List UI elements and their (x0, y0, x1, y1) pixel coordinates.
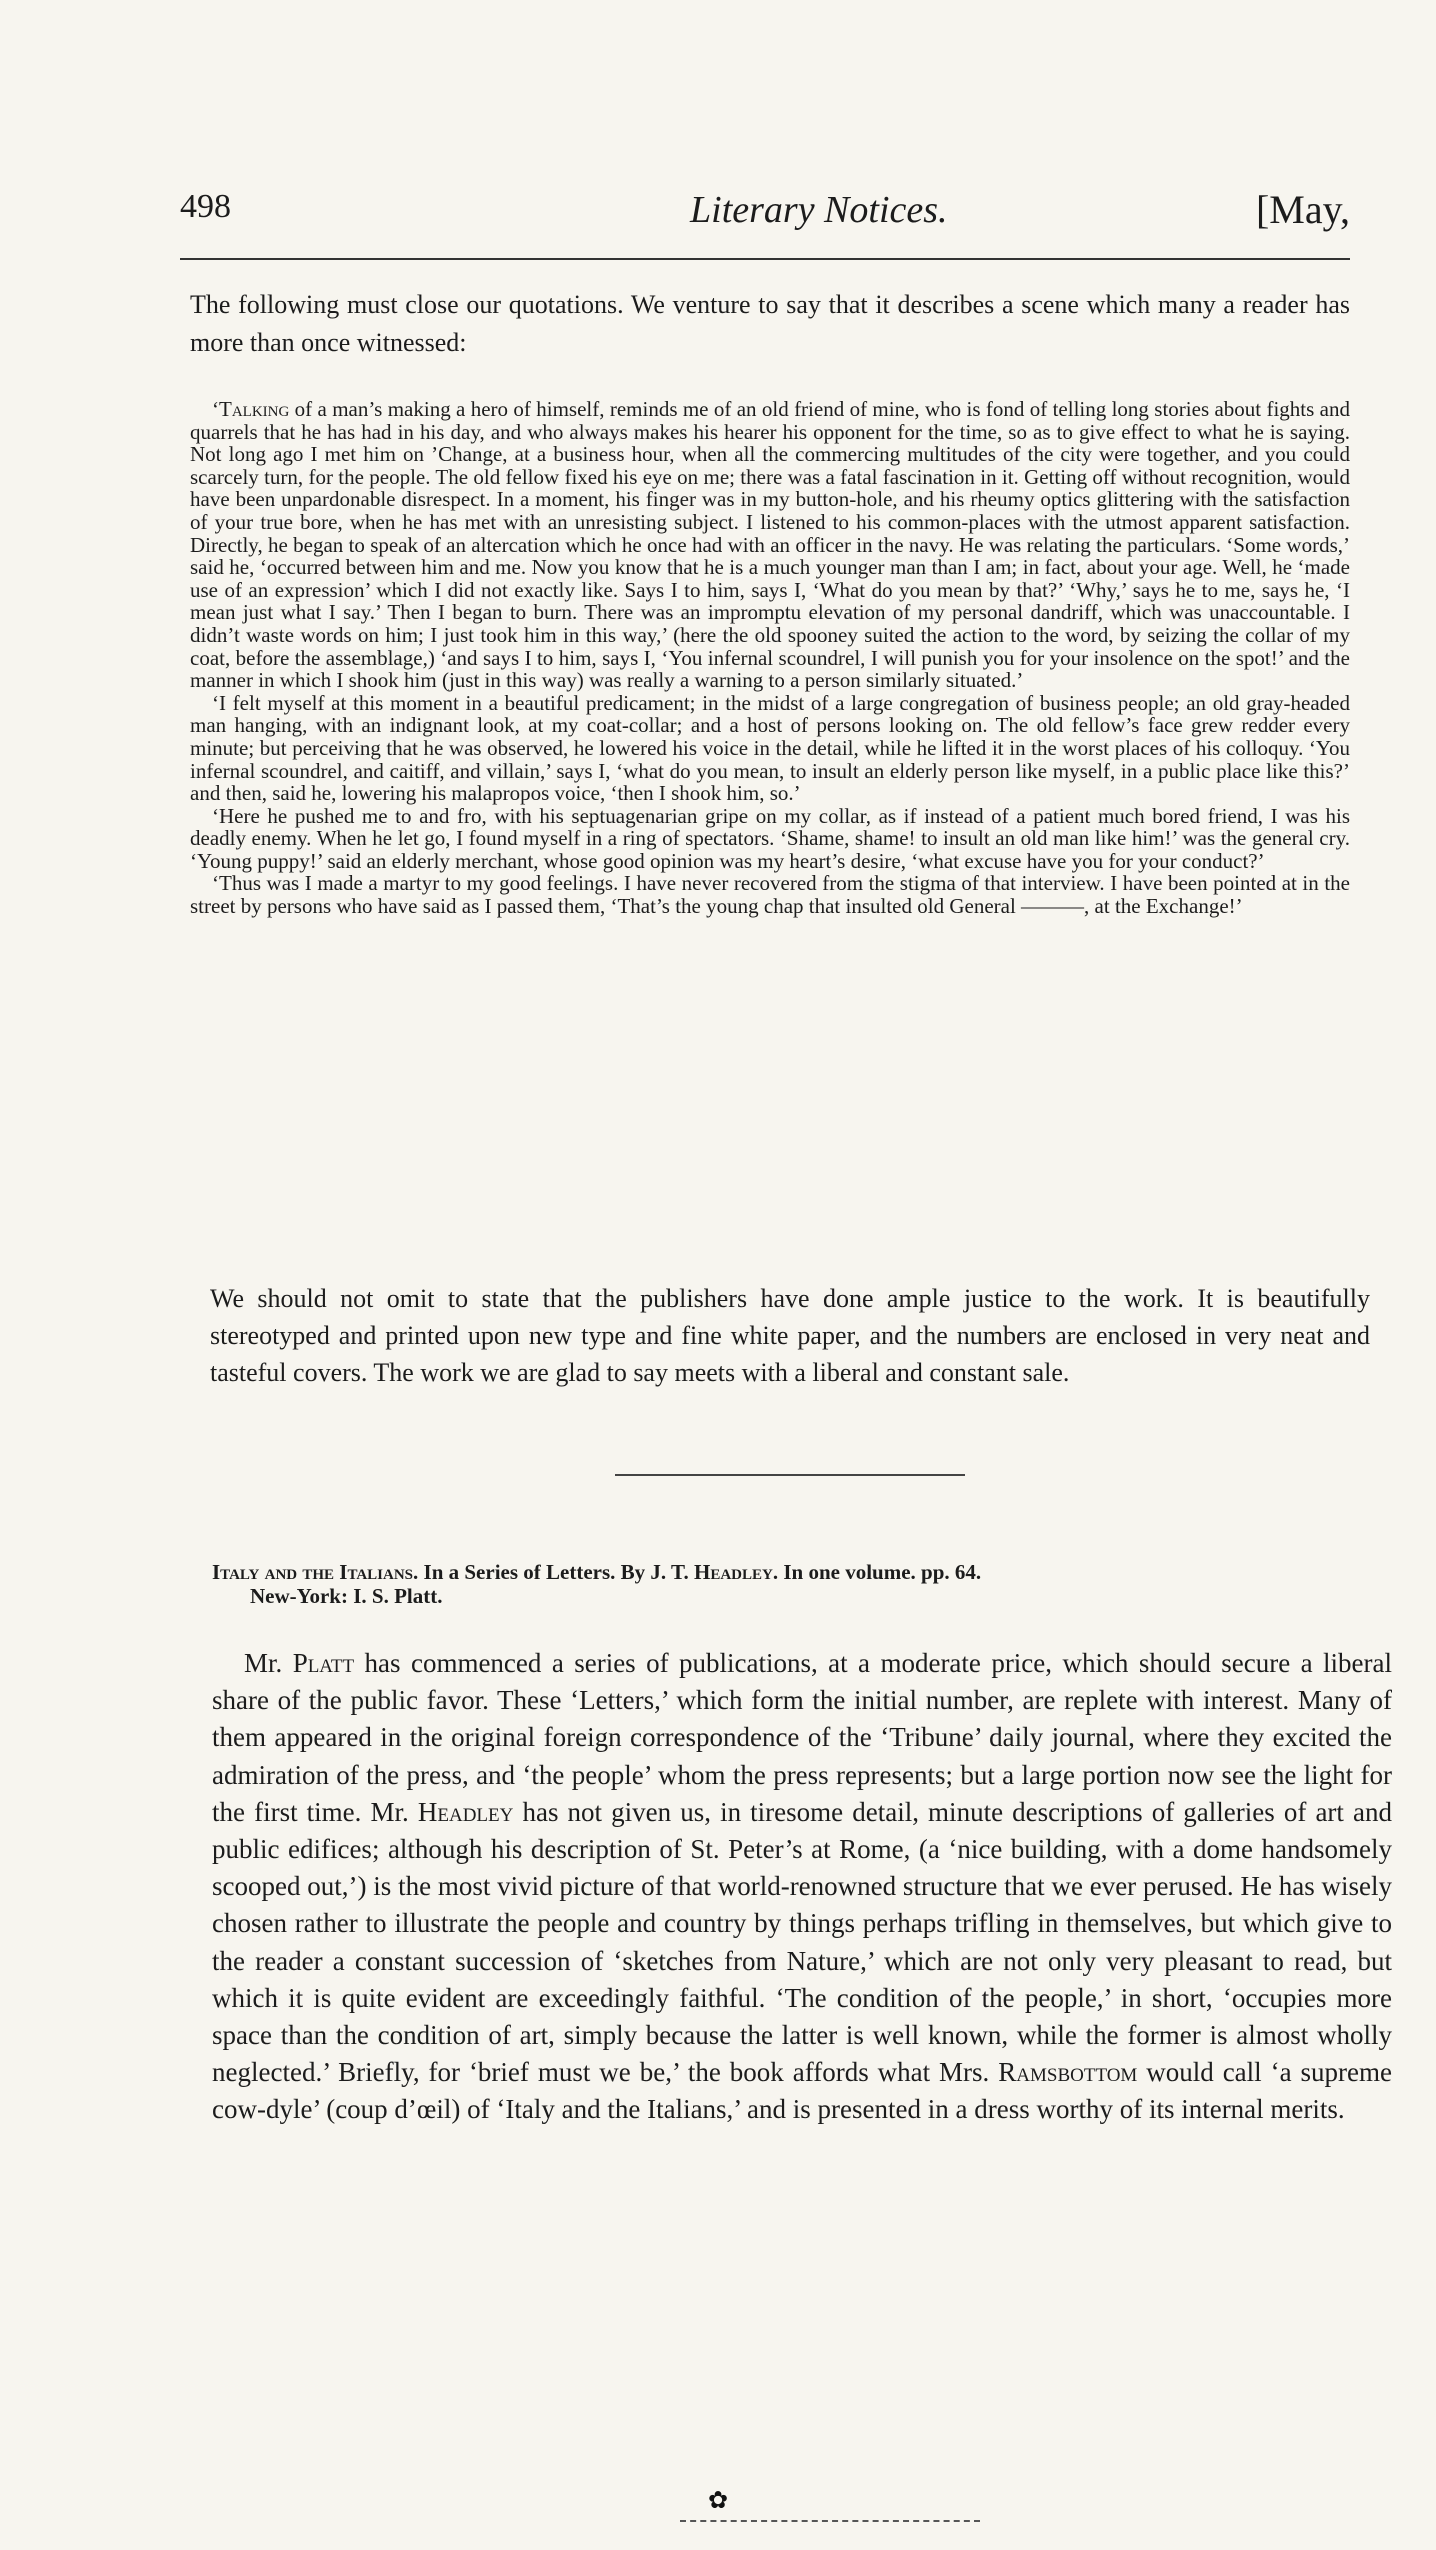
review-name-platt: Platt (292, 1648, 355, 1678)
footer-ornament: ✿ (708, 2488, 729, 2514)
running-title: Literary Notices. (690, 189, 948, 231)
review-name-headley: Headley (417, 1796, 514, 1827)
page-header (180, 188, 1360, 248)
review-volume: In one volume. pp. 64. (778, 1560, 982, 1584)
review-body-part-2: has not given us, in tiresome detail, minute descriptions of galleries of art and public edifices; although his description of St. Peter’s at Rome, (a ‘nice building, with a dome handsomely scooped out,’) is the most vivid picture of that world-renowned structure that we ever perused. He has wisely chosen rather to illustrate the people and country by things perhaps trifling in themselves, but which give to the reader a constant succession of ‘sketches from Nature,’ which are not only very pleasant to read, but which it is quite evident are exceedingly faithful. ‘The condition of the people,’ in short, ‘occupies more space than the condition of art, simply because the latter is well known, while the former is almost wholly neglected.’ Briefly, for ‘brief must we be,’ the book affords what Mrs. (212, 1796, 1393, 2088)
review-name-ramsbottom: Ramsbottom (998, 2057, 1138, 2088)
review-body-lead: Mr. (244, 1648, 293, 1678)
header-rule (180, 258, 1350, 260)
quote-paragraph-1 (190, 398, 1350, 692)
section-separator (615, 1474, 965, 1476)
review-heading (212, 1560, 1372, 1608)
quote-paragraph-2: ‘I felt myself at this moment in a beautiful predicament; in the midst of a large congregation of business people; an old gray-headed man hanging, with an indignant look, at my coat-collar; and a host of persons looking on. The old fellow’s face grew redder every minute; but perceiving that he was observed, he lowered his voice in the detail, while he lifted it in the worst places of his colloquy. ‘You infernal scoundrel, and caitiff, and villain,’ says I, ‘what do you mean, to insult an elderly person like myself, in a public place like this?’ and then, said he, lowering his malapropos voice, ‘then I shook him, so.’ (190, 690, 1350, 806)
quotation-block (190, 398, 1350, 918)
quote-paragraph-4: ‘Thus was I made a martyr to my good feelings. I have never recovered from the stigma of that interview. I have been pointed at in the street by persons who have said as I passed them, ‘That’s the young chap that insulted old General ———, at the Exchange!’ (190, 871, 1350, 919)
review-author: J. T. Headley. (650, 1560, 779, 1584)
review-body-part-1: has commenced a series of publications, at a moderate price, which should secure a liberal share of the public favor. These ‘Letters,’ which form the initial number, are replete with interest. Many of them appeared in the original foreign correspondence of the ‘Tribune’ daily journal, where they excited the admiration of the press, and ‘the people’ whom the press represents; but a large portion now see the light for the first time. Mr. (212, 1648, 1392, 1827)
quote-paragraph-3: ‘Here he pushed me to and fro, with his septuagenarian gripe on my collar, as if instead of a patient much bored friend, I was his deadly enemy. When he let go, I found myself in a ring of spectators. ‘Shame, shame! to insult an old man like him!’ was the general cry. ‘Young puppy!’ said an elderly merchant, whose good opinion was my heart’s desire, ‘what excuse have you for your conduct?’ (190, 803, 1350, 873)
page-number: 498 (180, 188, 231, 225)
review-title: Italy and the Italians. (212, 1560, 419, 1584)
review-body-part-3: would call ‘a supreme cow-dyle’ (coup d’œil) of ‘Italy and the Italians,’ and is presented in a dress worthy of its internal merits. (212, 2057, 1392, 2125)
closing-paragraph: We should not omit to state that the publishers have done ample justice to the work. It is beautifully stereotyped and printed upon new type and fine white paper, and the numbers are enclosed in very neat and tasteful covers. The work we are glad to say meets with a liberal and constant sale. (210, 1284, 1370, 1387)
quote-opening-word: ‘Talking (212, 397, 290, 421)
issue-date: [May, (1255, 187, 1350, 232)
review-body (212, 1645, 1392, 2129)
bottom-edge-mark (680, 2520, 980, 2522)
intro-paragraph: The following must close our quotations. We venture to say that it describes a scene which many a reader has more than once witnessed: (190, 290, 1350, 357)
quote-paragraph-1-text: of a man’s making a hero of himself, reminds me of an old friend of mine, who is fond of telling long stories about fights and quarrels that he has had in his day, and who always makes his hearer his opponent for the time, so as to give effect to what he is saying. Not long ago I met him on ’Change, at a business hour, when all the commercing multitudes of the city were together, and you could scarcely turn, for the people. The old fellow fixed his eye on me; there was a fatal fascination in it. Getting off without recognition, would have been unpardonable disrespect. In a moment, his finger was in my button-hole, and his rheumy optics glittering with the satisfaction of your true bore, when he has met with an unresisting subject. I listened to his common-places with the utmost apparent satisfaction. Directly, he began to speak of an altercation which he once had with an officer in the navy. He was relating the particulars. ‘Some words,’ said he, ‘occurred between him and me. Now you know that he is a much younger man than I am; in fact, about your age. Well, he ‘made use of an expression’ which I did not exactly like. Says I to him, says I, ‘What do you mean by that?’ ‘Why,’ says he to me, says he, ‘I mean just what I say.’ Then I began to burn. There was an impromptu elevation of my personal dandriff, which was unaccountable. I didn’t waste words on him; I just took him in this way,’ (here the old spooney suited the action to the word, by seizing the collar of my coat, before the assemblage,) ‘and says I to him, says I, ‘You infernal scoundrel, I will punish you for your insolence on the spot!’ and the manner in which I shook him (just in this way) was really a warning to a person similarly situated.’ (190, 397, 1350, 693)
review-publisher: New-York: I. S. Platt. (250, 1584, 443, 1608)
review-subtitle: In a Series of Letters. By (418, 1560, 651, 1584)
